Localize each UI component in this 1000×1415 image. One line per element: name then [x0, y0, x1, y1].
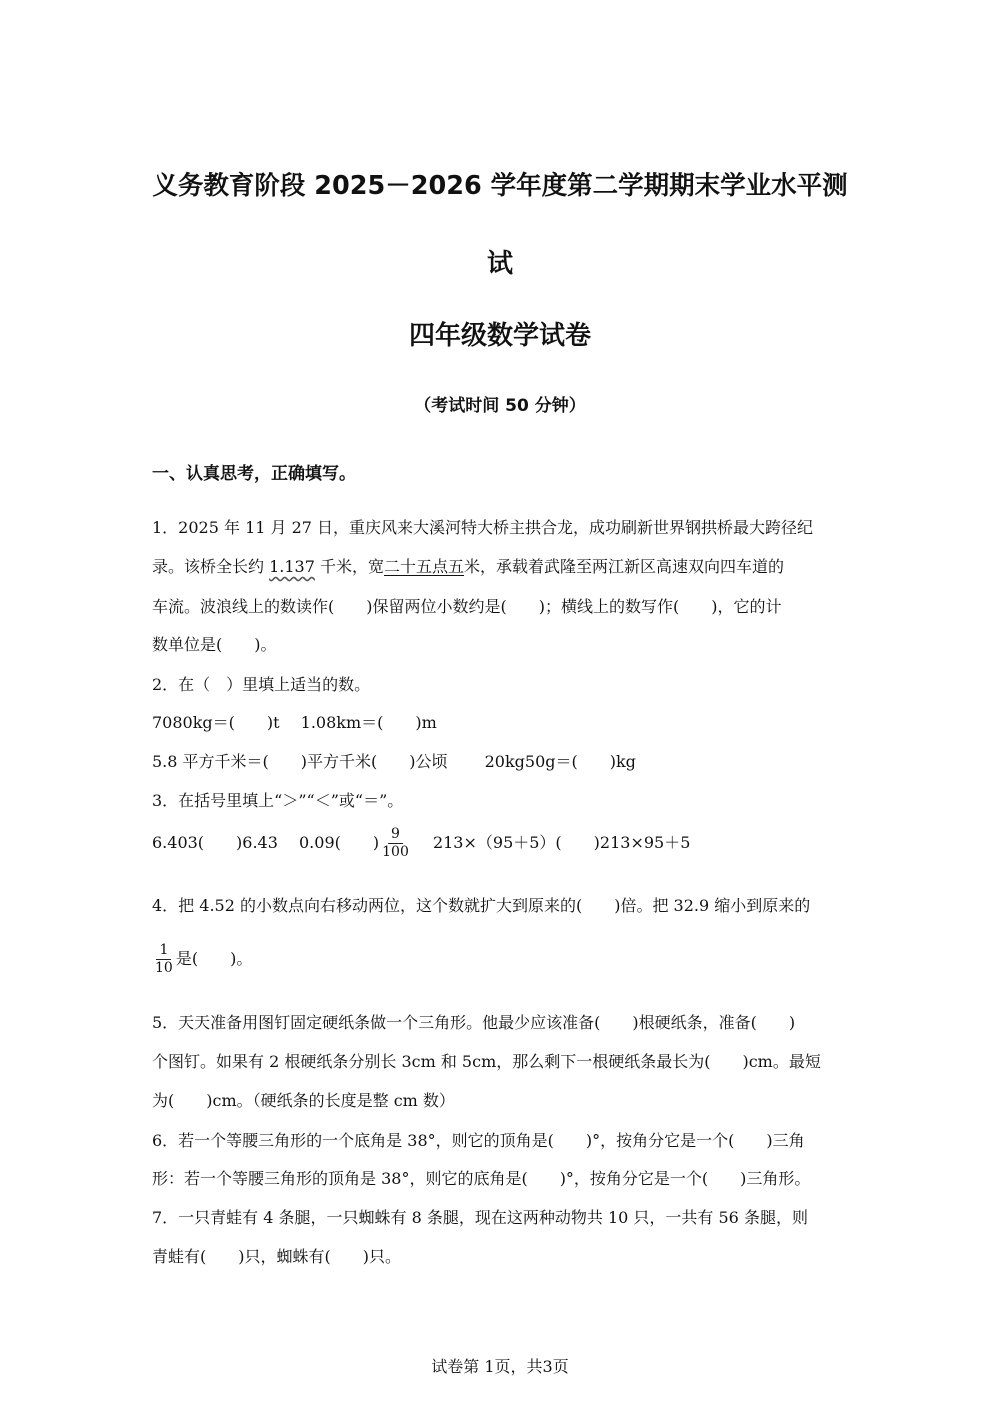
q1-line2-a: 录。该桥全长约	[152, 557, 270, 576]
exam-subject: 四年级数学试卷	[408, 321, 591, 351]
section-heading: 一、认真思考，正确填写。	[152, 464, 356, 484]
q2-line1: 2．在（ ）里填上适当的数。	[152, 675, 371, 694]
q1-line3: 车流。波浪线上的数读作( )保留两位小数约是( )；横线上的数写作( )，它的计	[152, 597, 782, 616]
exam-title-line1: 义务教育阶段 2025－2026 学年度第二学期期末学业水平测	[152, 171, 848, 201]
q1-line1: 1．2025 年 11 月 27 日，重庆风来大溪河特大桥主拱合龙，成功刷新世界钢拱桥最大跨径纪	[152, 518, 814, 537]
q3-fraction	[379, 826, 412, 861]
q3-line2-a: 6.403( )6.43 0.09( )	[152, 833, 380, 852]
q4-line2-text: 是( )。	[175, 949, 253, 968]
q3-line2	[152, 826, 690, 861]
exam-title-line2: 试	[486, 249, 513, 279]
q5-line3: 为( )cm。（硬纸条的长度是整 cm 数）	[152, 1091, 455, 1110]
q5-line1: 5．天天准备用图钉固定硬纸条做一个三角形。他最少应该准备( )根硬纸条，准备( )	[152, 1013, 796, 1032]
q4-fraction-denominator: 10	[155, 960, 173, 976]
q2-line2: 7080kg＝( )t 1.08km＝( )m	[152, 713, 437, 732]
q7-line2: 青蛙有( )只，蜘蛛有( )只。	[152, 1247, 401, 1266]
q1-line2	[152, 555, 784, 579]
q5-line2: 个图钉。如果有 2 根硬纸条分别长 3cm 和 5cm，那么剩下一根硬纸条最长为( )cm。最短	[152, 1052, 821, 1071]
q4-line2	[152, 942, 252, 977]
page-footer: 试卷第 1页，共3页	[431, 1357, 569, 1376]
q3-line1: 3．在括号里填上“＞”“＜”或“＝”。	[152, 791, 404, 810]
exam-time-note: （考试时间 50 分钟）	[414, 396, 586, 416]
q3-fraction-numerator: 9	[388, 826, 403, 844]
q1-line2-b: 千米，宽	[314, 557, 384, 576]
q6-line1: 6．若一个等腰三角形的一个底角是 38°，则它的顶角是( )°，按角分它是一个( )三角	[152, 1131, 805, 1150]
q4-fraction	[152, 942, 176, 977]
q2-line3: 5.8 平方千米＝( )平方千米( )公顷 20kg50g＝( )kg	[152, 752, 636, 771]
q1-underlined-number: 二十五点五	[384, 557, 465, 576]
q6-line2: 形：若一个等腰三角形的顶角是 38°，则它的底角是( )°，按角分它是一个( )三角形。	[152, 1169, 811, 1188]
q4-fraction-numerator: 1	[156, 942, 171, 960]
q1-line2-c: 米，承载着武隆至两江新区高速双向四车道的	[464, 557, 785, 576]
q7-line1: 7．一只青蛙有 4 条腿，一只蜘蛛有 8 条腿，现在这两种动物共 10 只，一共有 56 条腿，则	[152, 1208, 808, 1227]
q1-wavy-number: 1.137	[269, 557, 315, 576]
q3-line2-b: 213×（95＋5）( )213×95＋5	[411, 833, 691, 852]
q3-fraction-denominator: 100	[382, 844, 409, 860]
q4-line1: 4．把 4.52 的小数点向右移动两位，这个数就扩大到原来的( )倍。把 32.9 缩小到原来的	[152, 896, 811, 915]
q1-line4: 数单位是( )。	[152, 635, 277, 654]
